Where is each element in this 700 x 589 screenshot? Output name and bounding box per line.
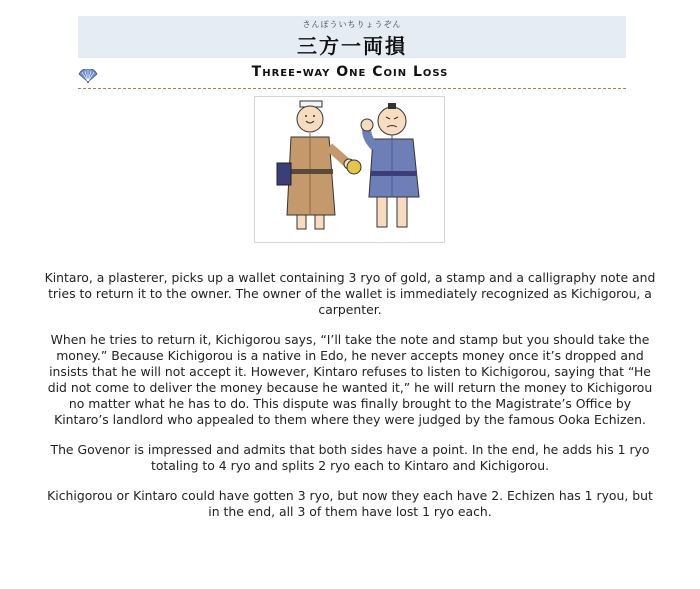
page-title-kanji: 三方一両損 [297, 34, 407, 58]
story-text [40, 270, 660, 534]
story-paragraph-1: Kintaro, a plasterer, picks up a wallet containing 3 ryo of gold, a stamp and a calligraphy note and tries to return it to the owner. The owner of the wallet is immediately recognized as Kichigorou, a carpenter. [44, 270, 656, 317]
right-man-figure [361, 103, 419, 227]
story-paragraph-3: The Govenor is impressed and admits that both sides have a point. In the end, he adds his 1 ryo totaling to 4 ryo and splits 2 ryo each to Kintaro and Kichigorou. [50, 442, 650, 473]
title-banner [78, 16, 626, 58]
page-subtitle: Three-way One Coin Loss [251, 64, 449, 80]
divider [78, 88, 626, 89]
two-men-illustration [255, 97, 444, 242]
story-illustration [254, 96, 445, 243]
title-furigana: さんぽういちりょうぞん [302, 20, 402, 29]
left-man-figure [277, 101, 361, 229]
story-paragraph-2: When he tries to return it, Kichigorou says, “I’ll take the note and stamp but you should take the money.” Because Kichigorou is a native in Edo, he never accepts money once it’s dropped and insists that he will not accept it. However, Kintaro refuses to listen to Kichigorou, saying that “He did not come to deliver the money because he wanted it,” he will return the money to Kichigorou no matter what he has to do. This dispute was finally brought to the Magistrate’s Office by Kintaro’s landlord who appealed to them where they were judged by the famous Ooka Echizen. [47, 332, 653, 427]
story-paragraph-4: Kichigorou or Kintaro could have gotten 3 ryo, but now they each have 2. Echizen has 1 ryou, but in the end, all 3 of them have lost 1 ryo each. [47, 488, 653, 519]
